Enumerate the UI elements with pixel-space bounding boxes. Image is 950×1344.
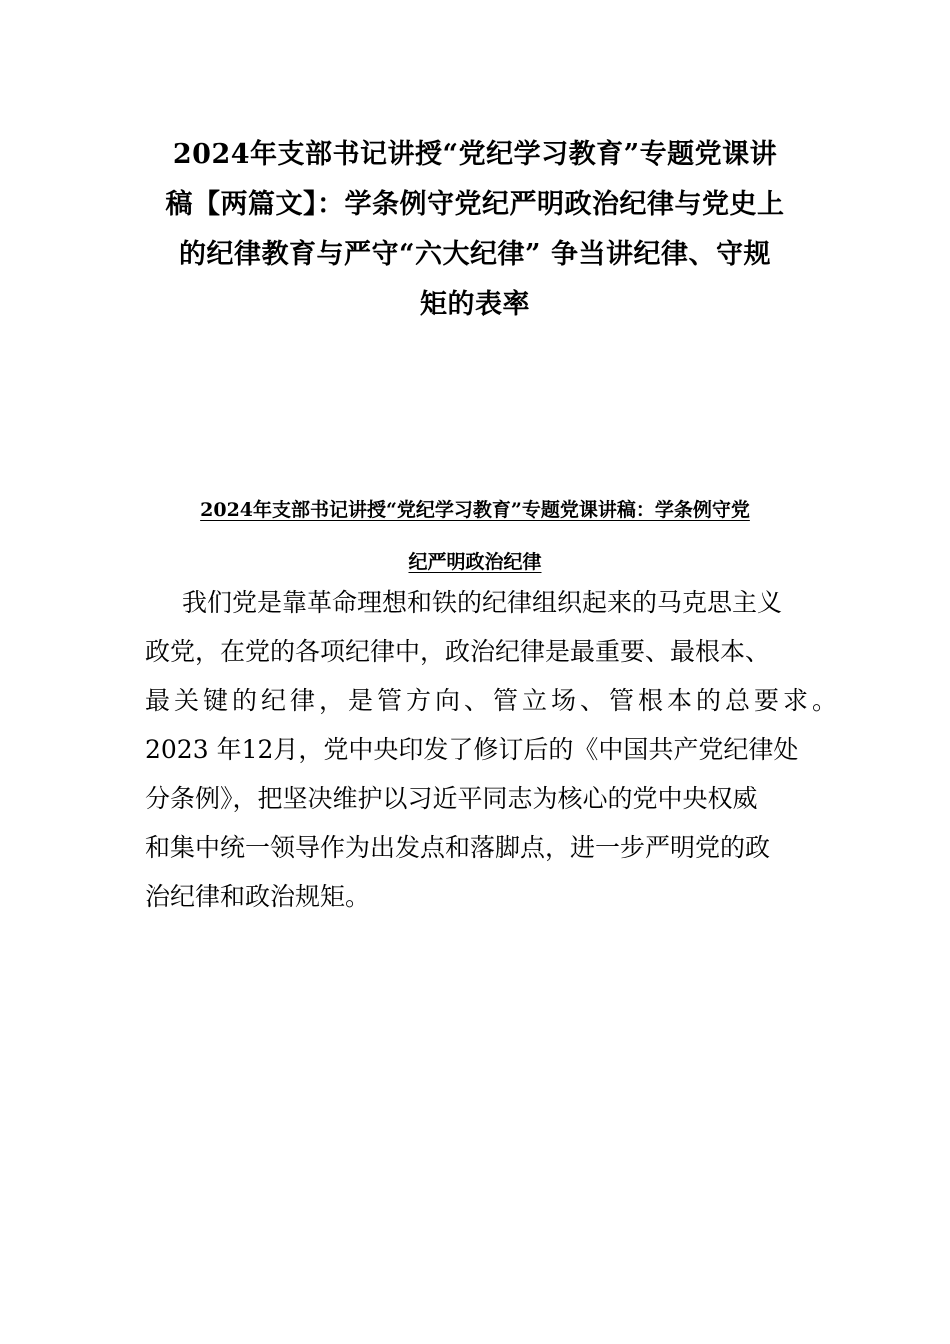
body-paragraph [145,578,842,921]
document-title [140,130,810,330]
document-title-line: 矩的表率 [420,289,530,320]
section-title [140,484,810,588]
section-title-text: 2024年支部书记讲授“党纪学习教育”专题党课讲稿：学条例守党 [200,499,750,521]
document-title-line: 稿【两篇文】：学条例守党纪严明政治纪律与党史上 [165,189,785,220]
body-line: 政党，在党的各项纪律中，政治纪律是最重要、最根本、 [145,637,771,666]
body-line: 分条例》，把坚决维护以习近平同志为核心的党中央权威 [145,784,758,813]
document-title-line: 2024年支部书记讲授“党纪学习教育”专题党课讲 [172,139,778,170]
section-title-text: 纪严明政治纪律 [408,551,542,573]
body-line: 治纪律和政治规矩。 [145,882,371,911]
body-line: 2023 年12月，党中央印发了修订后的《中国共产党纪律处 [145,735,799,764]
body-line: 和集中统一领导作为出发点和落脚点，进一步严明党的政 [145,833,771,862]
document-title-line: 的纪律教育与严守“六大纪律” 争当讲纪律、守规 [179,239,771,270]
body-line: 最关键的纪律，是管方向、管立场、管根本的总要求。 [145,686,842,715]
section-title-line [140,484,810,536]
body-line: 我们党是靠革命理想和铁的纪律组织起来的马克思主义 [182,588,783,617]
